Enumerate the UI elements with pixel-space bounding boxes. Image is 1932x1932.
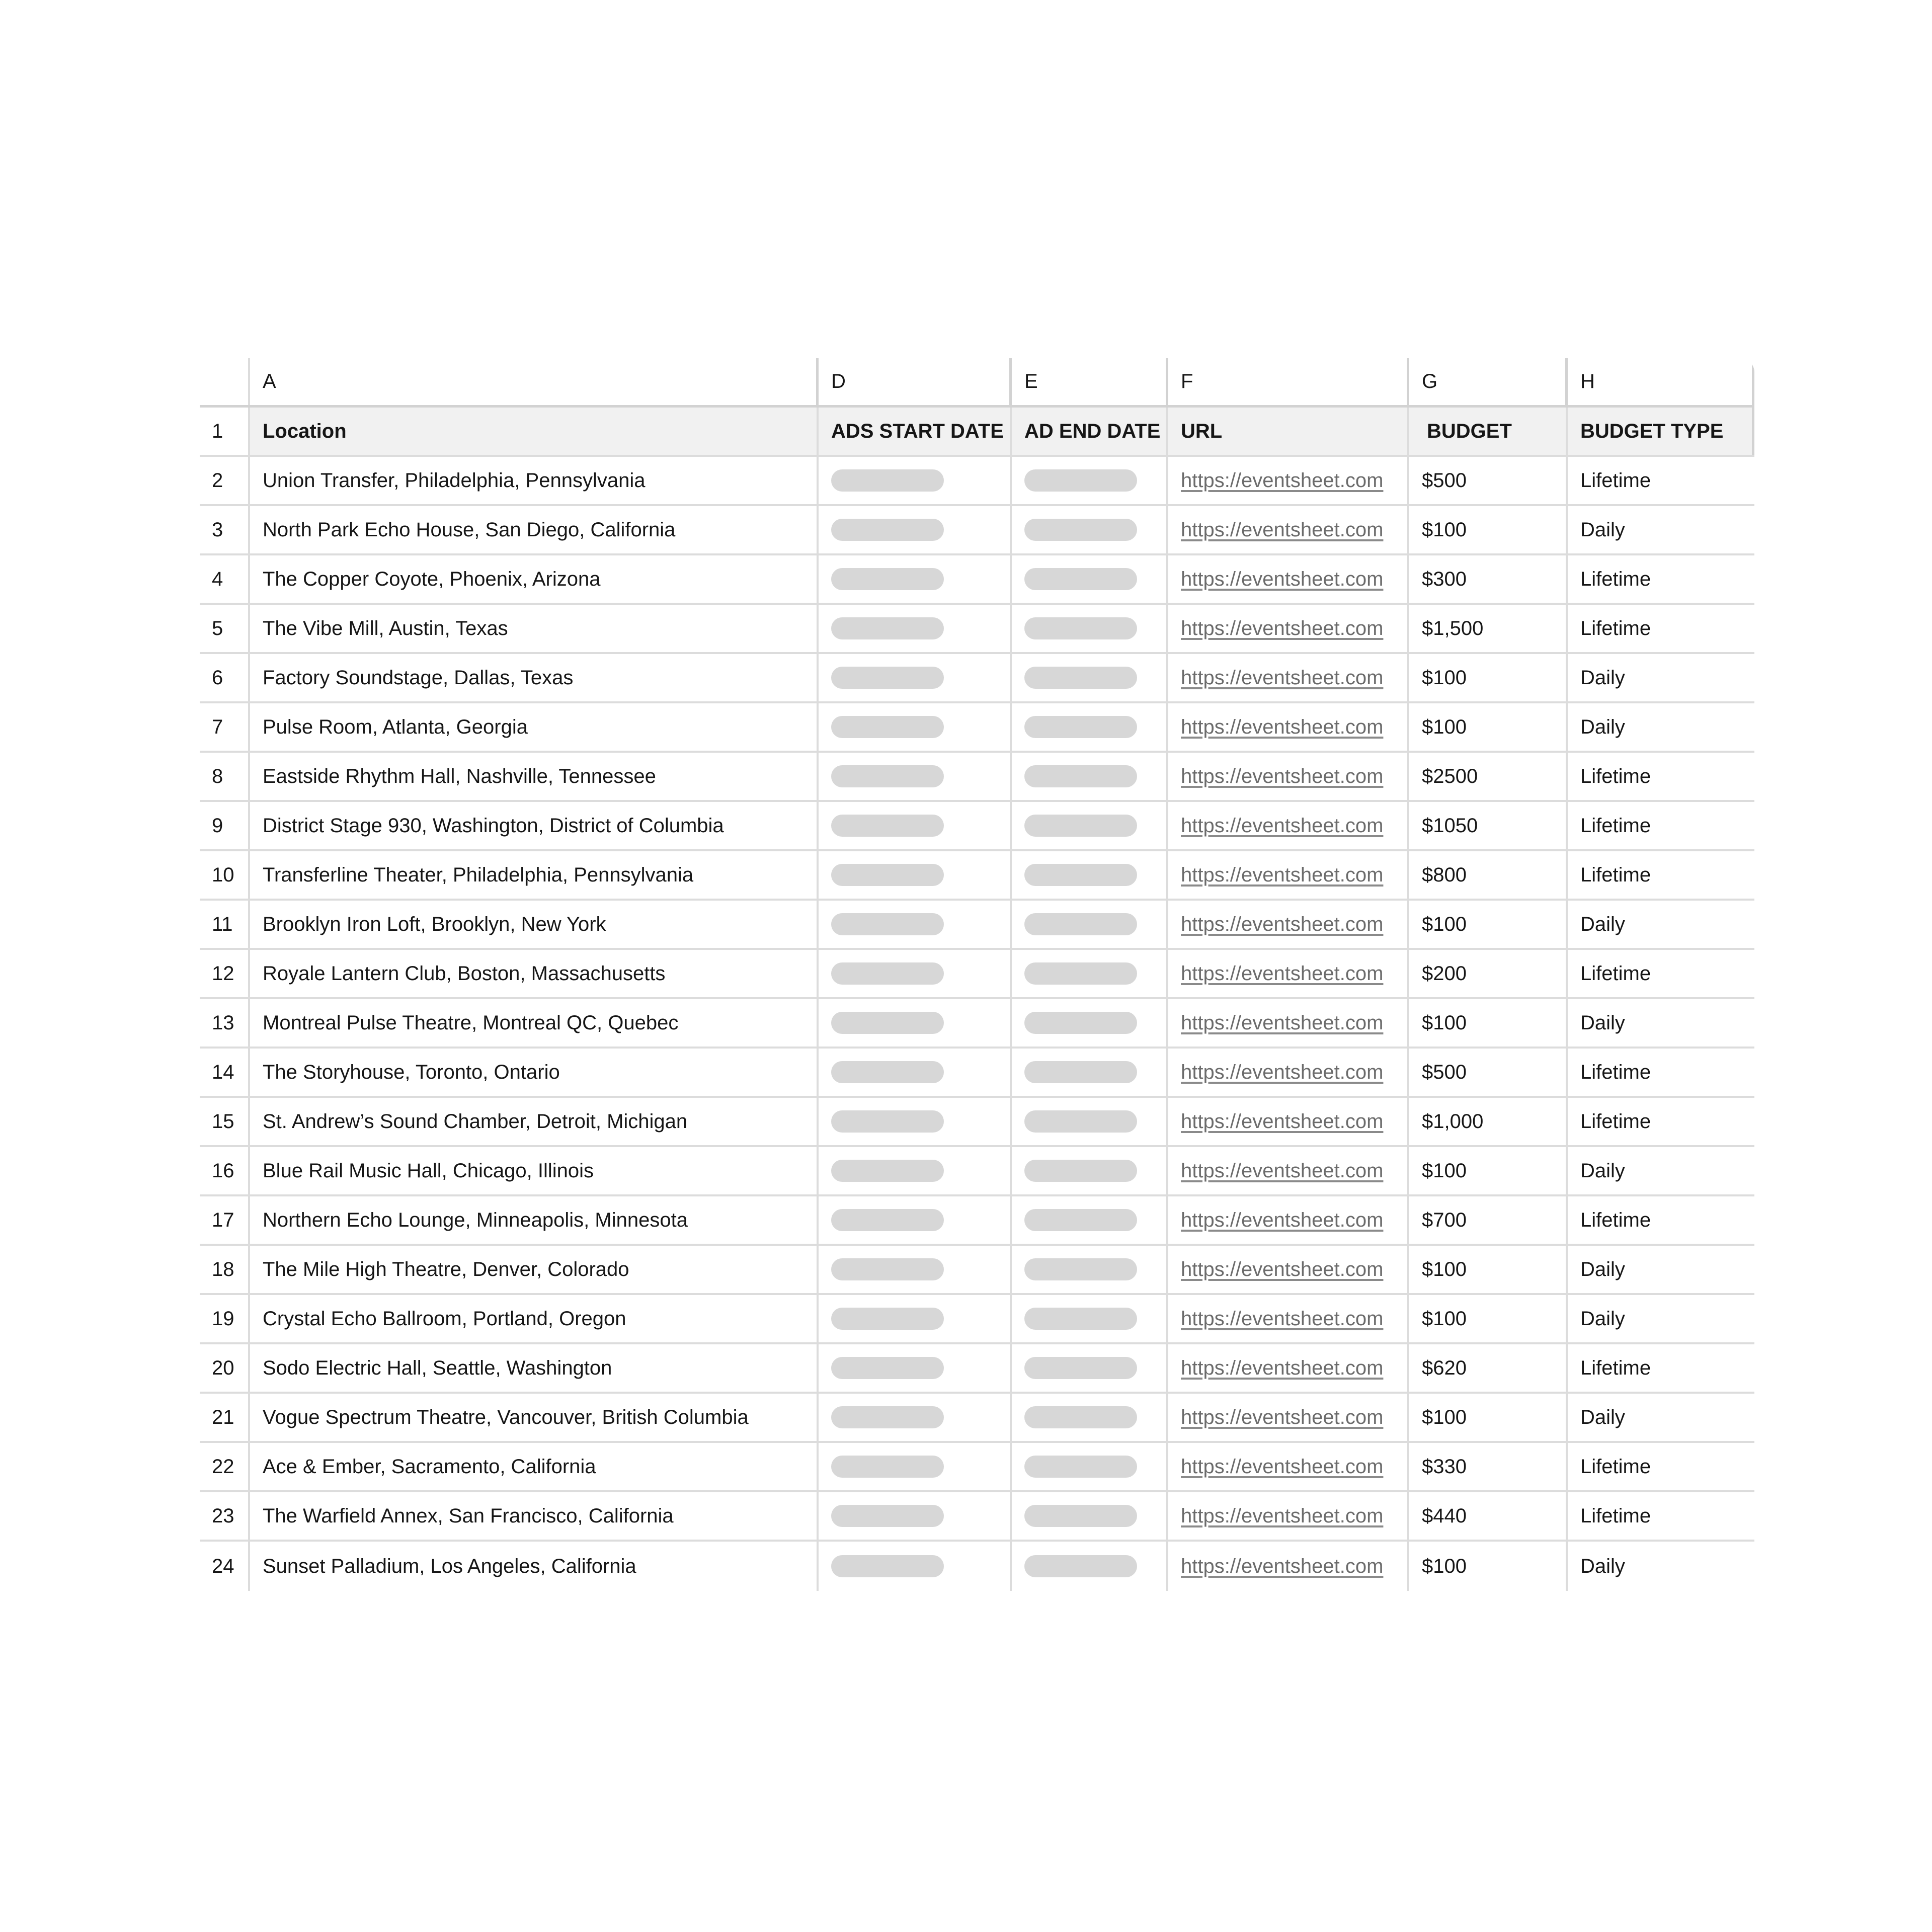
cell-ad-end-date[interactable] (1012, 1492, 1168, 1540)
cell-budget[interactable]: $100 (1409, 1394, 1568, 1441)
cell-ads-start-date[interactable] (819, 506, 1012, 553)
redacted-date-placeholder (1024, 469, 1137, 492)
cell-budget-type[interactable]: Lifetime (1580, 1061, 1651, 1083)
cell-budget[interactable]: $100 (1409, 901, 1568, 948)
cell-location[interactable]: Factory Soundstage, Dallas, Texas (250, 654, 819, 701)
row-number[interactable]: 2 (200, 457, 250, 504)
redacted-date-placeholder (1024, 1308, 1137, 1330)
cell-url[interactable] (1168, 1049, 1409, 1096)
url-link[interactable]: https://eventsheet.com (1181, 1455, 1384, 1478)
cell-url[interactable] (1168, 506, 1409, 553)
table-row (200, 802, 1754, 851)
redacted-date-placeholder (1024, 864, 1137, 886)
url-link[interactable]: https://eventsheet.com (1181, 666, 1384, 689)
table-row (200, 1394, 1754, 1443)
table-row (200, 1246, 1754, 1295)
cell-budget-type[interactable]: Daily (1580, 1258, 1625, 1280)
cell-budget-type[interactable]: Lifetime (1580, 568, 1651, 590)
url-link[interactable]: https://eventsheet.com (1181, 863, 1384, 886)
cell-location[interactable]: Crystal Echo Ballroom, Portland, Oregon (250, 1295, 819, 1342)
redacted-date-placeholder (831, 765, 944, 787)
url-link[interactable]: https://eventsheet.com (1181, 568, 1384, 590)
table-row (200, 703, 1754, 753)
url-link[interactable]: https://eventsheet.com (1181, 469, 1384, 492)
redacted-date-placeholder (1024, 913, 1137, 935)
table-row (200, 605, 1754, 654)
cell-budget-type[interactable]: Daily (1580, 1159, 1625, 1182)
cell-ad-end-date[interactable] (1012, 1344, 1168, 1392)
cell-ad-end-date[interactable] (1012, 802, 1168, 849)
redacted-date-placeholder (831, 1209, 944, 1231)
cell-ads-start-date[interactable] (819, 1492, 1012, 1540)
cell-budget-type[interactable]: Lifetime (1580, 617, 1651, 639)
column-header-a[interactable]: A (250, 358, 819, 405)
cell-budget-type[interactable]: Daily (1580, 1011, 1625, 1034)
cell-ad-end-date[interactable] (1012, 703, 1168, 751)
cell-location[interactable]: Northern Echo Lounge, Minneapolis, Minnesota (250, 1196, 819, 1244)
redacted-date-placeholder (831, 1258, 944, 1280)
cell-ad-end-date[interactable] (1012, 1295, 1168, 1342)
redacted-date-placeholder (831, 716, 944, 738)
cell-url[interactable] (1168, 753, 1409, 800)
cell-ad-end-date[interactable] (1012, 1196, 1168, 1244)
row-number[interactable]: 19 (200, 1295, 250, 1342)
cell-budget[interactable]: $800 (1409, 851, 1568, 899)
cell-location[interactable]: Vogue Spectrum Theatre, Vancouver, British Columbia (250, 1394, 819, 1441)
cell-budget[interactable]: $100 (1409, 999, 1568, 1046)
row-number[interactable]: 23 (200, 1492, 250, 1540)
cell-location[interactable]: The Copper Coyote, Phoenix, Arizona (250, 555, 819, 603)
cell-url[interactable] (1168, 1295, 1409, 1342)
table-row (200, 851, 1754, 901)
cell-ads-start-date[interactable] (819, 1196, 1012, 1244)
redacted-date-placeholder (831, 1406, 944, 1428)
cell-ad-end-date[interactable] (1012, 901, 1168, 948)
cell-budget[interactable]: $100 (1409, 1295, 1568, 1342)
cell-url[interactable] (1168, 1147, 1409, 1194)
cell-budget[interactable]: $500 (1409, 1049, 1568, 1096)
row-number[interactable]: 9 (200, 802, 250, 849)
cell-budget[interactable]: $440 (1409, 1492, 1568, 1540)
row-number[interactable]: 5 (200, 605, 250, 652)
cell-ads-start-date[interactable] (819, 802, 1012, 849)
cell-budget-type[interactable]: Lifetime (1580, 765, 1651, 787)
cell-location[interactable]: Brooklyn Iron Loft, Brooklyn, New York (250, 901, 819, 948)
redacted-date-placeholder (1024, 1061, 1137, 1083)
cell-budget[interactable]: $620 (1409, 1344, 1568, 1392)
cell-ad-end-date[interactable] (1012, 1542, 1168, 1591)
url-link[interactable]: https://eventsheet.com (1181, 1061, 1384, 1083)
cell-ads-start-date[interactable] (819, 851, 1012, 899)
url-link[interactable]: https://eventsheet.com (1181, 1307, 1384, 1330)
cell-url[interactable] (1168, 901, 1409, 948)
cell-budget[interactable]: $330 (1409, 1443, 1568, 1490)
cell-ads-start-date[interactable] (819, 1098, 1012, 1145)
redacted-date-placeholder (831, 1308, 944, 1330)
cell-url[interactable] (1168, 1196, 1409, 1244)
column-header-f[interactable]: F (1168, 358, 1409, 405)
cell-budget[interactable]: $300 (1409, 555, 1568, 603)
redacted-date-placeholder (831, 815, 944, 837)
header-url[interactable]: URL (1168, 408, 1409, 455)
cell-ad-end-date[interactable] (1012, 1098, 1168, 1145)
cell-location[interactable]: Royale Lantern Club, Boston, Massachusetts (250, 950, 819, 997)
cell-url[interactable] (1168, 950, 1409, 997)
redacted-date-placeholder (1024, 519, 1137, 541)
redacted-date-placeholder (831, 469, 944, 492)
redacted-date-placeholder (1024, 815, 1137, 837)
redacted-date-placeholder (1024, 1209, 1137, 1231)
cell-url[interactable] (1168, 703, 1409, 751)
table-row (200, 555, 1754, 605)
cell-budget-type[interactable]: Daily (1580, 1406, 1625, 1428)
table-row (200, 901, 1754, 950)
header-budget[interactable]: BUDGET (1409, 408, 1568, 455)
cell-location[interactable]: St. Andrew’s Sound Chamber, Detroit, Michigan (250, 1098, 819, 1145)
table-row (200, 1295, 1754, 1344)
table-row (200, 1196, 1754, 1246)
cell-budget-type[interactable]: Lifetime (1580, 1110, 1651, 1133)
cell-location[interactable]: Sunset Palladium, Los Angeles, California (250, 1542, 819, 1591)
url-link[interactable]: https://eventsheet.com (1181, 913, 1384, 935)
cell-url[interactable] (1168, 851, 1409, 899)
redacted-date-placeholder (831, 1456, 944, 1478)
row-number[interactable]: 15 (200, 1098, 250, 1145)
cell-ads-start-date[interactable] (819, 703, 1012, 751)
table-row (200, 950, 1754, 999)
cell-ads-start-date[interactable] (819, 1394, 1012, 1441)
cell-ads-start-date[interactable] (819, 901, 1012, 948)
redacted-date-placeholder (831, 1110, 944, 1133)
cell-location[interactable]: Pulse Room, Atlanta, Georgia (250, 703, 819, 751)
cell-ads-start-date[interactable] (819, 1246, 1012, 1293)
cell-budget-type[interactable]: Lifetime (1580, 1504, 1651, 1527)
cell-location[interactable]: The Warfield Annex, San Francisco, California (250, 1492, 819, 1540)
redacted-date-placeholder (1024, 765, 1137, 787)
url-link[interactable]: https://eventsheet.com (1181, 1356, 1384, 1379)
cell-location[interactable]: North Park Echo House, San Diego, California (250, 506, 819, 553)
redacted-date-placeholder (831, 519, 944, 541)
cell-budget[interactable]: $100 (1409, 703, 1568, 751)
column-header-row (200, 358, 1754, 408)
cell-url[interactable] (1168, 1098, 1409, 1145)
cell-ad-end-date[interactable] (1012, 1049, 1168, 1096)
redacted-date-placeholder (1024, 1160, 1137, 1182)
cell-location[interactable]: Blue Rail Music Hall, Chicago, Illinois (250, 1147, 819, 1194)
cell-location[interactable]: Eastside Rhythm Hall, Nashville, Tennessee (250, 753, 819, 800)
cell-ad-end-date[interactable] (1012, 506, 1168, 553)
cell-url[interactable] (1168, 555, 1409, 603)
cell-location[interactable]: The Vibe Mill, Austin, Texas (250, 605, 819, 652)
cell-ads-start-date[interactable] (819, 555, 1012, 603)
cell-budget-type[interactable]: Daily (1580, 1555, 1625, 1577)
url-link[interactable]: https://eventsheet.com (1181, 1504, 1384, 1527)
cell-ads-start-date[interactable] (819, 753, 1012, 800)
url-link[interactable]: https://eventsheet.com (1181, 1159, 1384, 1182)
row-number[interactable]: 13 (200, 999, 250, 1046)
url-link[interactable]: https://eventsheet.com (1181, 1258, 1384, 1280)
redacted-date-placeholder (1024, 1555, 1137, 1577)
cell-url[interactable] (1168, 1443, 1409, 1490)
cell-location[interactable]: District Stage 930, Washington, District of Columbia (250, 802, 819, 849)
cell-url[interactable] (1168, 802, 1409, 849)
cell-budget-type[interactable]: Daily (1580, 666, 1625, 689)
row-number[interactable]: 12 (200, 950, 250, 997)
row-number[interactable]: 14 (200, 1049, 250, 1096)
row-number[interactable]: 8 (200, 753, 250, 800)
row-number[interactable]: 16 (200, 1147, 250, 1194)
column-header-g[interactable]: G (1409, 358, 1568, 405)
cell-location[interactable]: Ace & Ember, Sacramento, California (250, 1443, 819, 1490)
redacted-date-placeholder (1024, 1406, 1137, 1428)
redacted-date-placeholder (1024, 1456, 1137, 1478)
table-row (200, 999, 1754, 1049)
cell-budget-type[interactable]: Lifetime (1580, 1209, 1651, 1231)
table-row (200, 1098, 1754, 1147)
header-location[interactable]: Location (250, 408, 819, 455)
cell-ads-start-date[interactable] (819, 1542, 1012, 1591)
redacted-date-placeholder (831, 568, 944, 590)
redacted-date-placeholder (1024, 962, 1137, 985)
redacted-date-placeholder (1024, 1110, 1137, 1133)
cell-location[interactable]: Union Transfer, Philadelphia, Pennsylvania (250, 457, 819, 504)
row-number[interactable]: 21 (200, 1394, 250, 1441)
cell-url[interactable] (1168, 605, 1409, 652)
redacted-date-placeholder (831, 1061, 944, 1083)
redacted-date-placeholder (831, 1160, 944, 1182)
cell-url[interactable] (1168, 654, 1409, 701)
cell-budget[interactable]: $500 (1409, 457, 1568, 504)
redacted-date-placeholder (1024, 667, 1137, 689)
url-link[interactable]: https://eventsheet.com (1181, 617, 1384, 639)
table-row (200, 1542, 1754, 1591)
cell-budget[interactable]: $100 (1409, 654, 1568, 701)
cell-ads-start-date[interactable] (819, 1295, 1012, 1342)
spreadsheet (200, 358, 1754, 1595)
cell-url[interactable] (1168, 1492, 1409, 1540)
url-link[interactable]: https://eventsheet.com (1181, 715, 1384, 738)
cell-ads-start-date[interactable] (819, 1147, 1012, 1194)
cell-budget-type[interactable]: Daily (1580, 715, 1625, 738)
row-number[interactable]: 1 (200, 408, 250, 455)
row-number[interactable]: 18 (200, 1246, 250, 1293)
cell-ads-start-date[interactable] (819, 1443, 1012, 1490)
table-row (200, 753, 1754, 802)
cell-url[interactable] (1168, 457, 1409, 504)
url-link[interactable]: https://eventsheet.com (1181, 962, 1384, 985)
cell-budget-type[interactable]: Lifetime (1580, 1356, 1651, 1379)
cell-ad-end-date[interactable] (1012, 654, 1168, 701)
table-row (200, 1443, 1754, 1492)
cell-ad-end-date[interactable] (1012, 950, 1168, 997)
url-link[interactable]: https://eventsheet.com (1181, 765, 1384, 787)
cell-ads-start-date[interactable] (819, 1049, 1012, 1096)
cell-ad-end-date[interactable] (1012, 999, 1168, 1046)
cell-budget-type[interactable]: Daily (1580, 518, 1625, 541)
redacted-date-placeholder (1024, 568, 1137, 590)
cell-ad-end-date[interactable] (1012, 457, 1168, 504)
row-number[interactable]: 22 (200, 1443, 250, 1490)
redacted-date-placeholder (831, 617, 944, 639)
cell-url[interactable] (1168, 1394, 1409, 1441)
cell-ads-start-date[interactable] (819, 654, 1012, 701)
redacted-date-placeholder (1024, 1258, 1137, 1280)
cell-budget[interactable]: $2500 (1409, 753, 1568, 800)
cell-ad-end-date[interactable] (1012, 1246, 1168, 1293)
url-link[interactable]: https://eventsheet.com (1181, 814, 1384, 837)
redacted-date-placeholder (1024, 617, 1137, 639)
column-header-e[interactable]: E (1012, 358, 1168, 405)
column-header-d[interactable]: D (819, 358, 1012, 405)
cell-budget-type[interactable]: Lifetime (1580, 1455, 1651, 1478)
cell-url[interactable] (1168, 1344, 1409, 1392)
redacted-date-placeholder (831, 864, 944, 886)
cell-url[interactable] (1168, 1246, 1409, 1293)
column-header-h[interactable]: H (1568, 358, 1754, 405)
table-row (200, 1492, 1754, 1542)
redacted-date-placeholder (1024, 716, 1137, 738)
redacted-date-placeholder (831, 1555, 944, 1577)
url-link[interactable]: https://eventsheet.com (1181, 1406, 1384, 1428)
url-link[interactable]: https://eventsheet.com (1181, 1555, 1384, 1577)
url-link[interactable]: https://eventsheet.com (1181, 1011, 1384, 1034)
redacted-date-placeholder (831, 1357, 944, 1379)
redacted-date-placeholder (1024, 1357, 1137, 1379)
cell-location[interactable]: Transferline Theater, Philadelphia, Pennsylvania (250, 851, 819, 899)
row-number[interactable]: 4 (200, 555, 250, 603)
cell-budget[interactable]: $700 (1409, 1196, 1568, 1244)
cell-budget[interactable]: $1,500 (1409, 605, 1568, 652)
cell-url[interactable] (1168, 1542, 1409, 1591)
cell-ad-end-date[interactable] (1012, 555, 1168, 603)
redacted-date-placeholder (1024, 1505, 1137, 1527)
cell-budget-type[interactable]: Lifetime (1580, 962, 1651, 985)
header-ad-end-date[interactable]: AD END DATE (1012, 408, 1168, 455)
row-number[interactable]: 3 (200, 506, 250, 553)
row-number[interactable]: 6 (200, 654, 250, 701)
cell-budget-type[interactable]: Lifetime (1580, 469, 1651, 492)
cell-location[interactable]: The Storyhouse, Toronto, Ontario (250, 1049, 819, 1096)
cell-budget[interactable]: $1050 (1409, 802, 1568, 849)
cell-ad-end-date[interactable] (1012, 753, 1168, 800)
cell-location[interactable]: The Mile High Theatre, Denver, Colorado (250, 1246, 819, 1293)
cell-ad-end-date[interactable] (1012, 1147, 1168, 1194)
redacted-date-placeholder (831, 667, 944, 689)
table-row (200, 1049, 1754, 1098)
url-link[interactable]: https://eventsheet.com (1181, 518, 1384, 541)
redacted-date-placeholder (831, 1505, 944, 1527)
cell-ad-end-date[interactable] (1012, 1394, 1168, 1441)
row-number[interactable]: 7 (200, 703, 250, 751)
redacted-date-placeholder (831, 913, 944, 935)
cell-budget[interactable]: $100 (1409, 506, 1568, 553)
table-row (200, 1147, 1754, 1196)
cell-location[interactable]: Sodo Electric Hall, Seattle, Washington (250, 1344, 819, 1392)
table-row (200, 457, 1754, 506)
table-row (200, 506, 1754, 555)
cell-ads-start-date[interactable] (819, 457, 1012, 504)
cell-ad-end-date[interactable] (1012, 605, 1168, 652)
cell-ads-start-date[interactable] (819, 605, 1012, 652)
row-number[interactable]: 10 (200, 851, 250, 899)
cell-ads-start-date[interactable] (819, 950, 1012, 997)
row-number[interactable]: 17 (200, 1196, 250, 1244)
cell-location[interactable]: Montreal Pulse Theatre, Montreal QC, Quebec (250, 999, 819, 1046)
cell-budget[interactable]: $1,000 (1409, 1098, 1568, 1145)
header-budget-type[interactable]: BUDGET TYPE (1568, 408, 1754, 455)
cell-budget[interactable]: $200 (1409, 950, 1568, 997)
cell-budget-type[interactable]: Lifetime (1580, 814, 1651, 837)
redacted-date-placeholder (831, 962, 944, 985)
row-number[interactable]: 24 (200, 1542, 250, 1591)
table-row (200, 1344, 1754, 1394)
cell-budget[interactable]: $100 (1409, 1147, 1568, 1194)
cell-ad-end-date[interactable] (1012, 1443, 1168, 1490)
cell-ads-start-date[interactable] (819, 1344, 1012, 1392)
cell-budget-type[interactable]: Daily (1580, 913, 1625, 935)
cell-ads-start-date[interactable] (819, 999, 1012, 1046)
select-all-corner[interactable] (200, 358, 250, 405)
url-link[interactable]: https://eventsheet.com (1181, 1209, 1384, 1231)
cell-budget[interactable]: $100 (1409, 1542, 1568, 1591)
url-link[interactable]: https://eventsheet.com (1181, 1110, 1384, 1133)
cell-ad-end-date[interactable] (1012, 851, 1168, 899)
redacted-date-placeholder (1024, 1012, 1137, 1034)
table-row (200, 654, 1754, 703)
cell-budget-type[interactable]: Daily (1580, 1307, 1625, 1330)
cell-budget[interactable]: $100 (1409, 1246, 1568, 1293)
row-number[interactable]: 11 (200, 901, 250, 948)
redacted-date-placeholder (831, 1012, 944, 1034)
cell-url[interactable] (1168, 999, 1409, 1046)
row-number[interactable]: 20 (200, 1344, 250, 1392)
header-ads-start-date[interactable]: ADS START DATE (819, 408, 1012, 455)
cell-budget-type[interactable]: Lifetime (1580, 863, 1651, 886)
header-row (200, 408, 1754, 457)
